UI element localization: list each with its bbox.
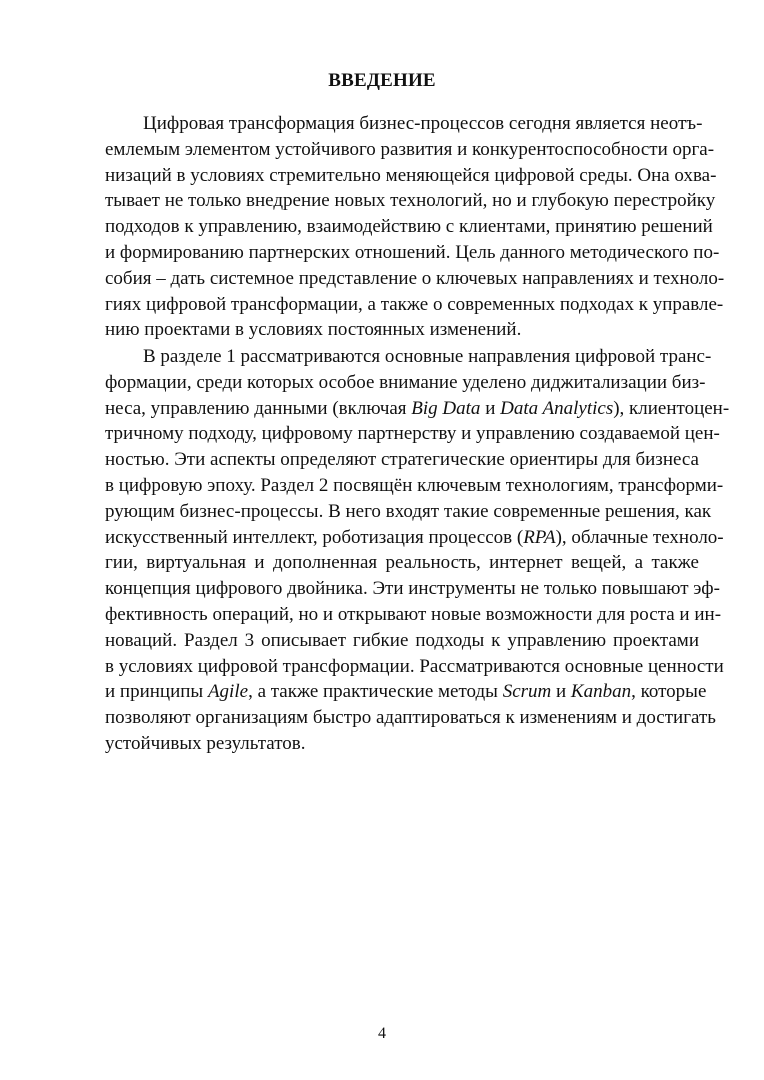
paragraph-2-line: неса, управлению данными (включая Big Data и Data Analytics), клиентоцен- <box>105 397 730 419</box>
paragraph-2-line: В разделе 1 рассматриваются основные направления цифровой транс- <box>143 346 712 367</box>
paragraph-2-line: концепция цифрового двойника. Эти инструменты не только повышают эф- <box>105 578 720 600</box>
section-heading: ВВЕДЕНИЕ <box>328 70 436 91</box>
paragraph-2-line: позволяют организациям быстро адаптироваться к изменениям и достигать <box>105 707 716 729</box>
paragraph-1-line: гиях цифровой трансформации, а также о современных подходах к управле- <box>105 293 724 315</box>
paragraph-2-line: в цифровую эпоху. Раздел 2 посвящён ключевым технологиям, трансформи- <box>105 474 724 496</box>
paragraph-2-line: гии, виртуальная и дополненная реальность, интернет вещей, а также <box>105 552 699 574</box>
paragraph-2-line: искусственный интеллект, роботизация процессов (RPA), облачные техноло- <box>105 526 724 548</box>
page-number: 4 <box>378 1025 386 1042</box>
paragraph-2-line: формации, среди которых особое внимание уделено диджитализации биз- <box>105 371 706 393</box>
paragraph-2-line: фективность операций, но и открывают новые возможности для роста и ин- <box>105 603 722 625</box>
paragraph-2-line: рующим бизнес-процессы. В него входят такие современные решения, как <box>105 500 712 522</box>
paragraph-1-line: нию проектами в условиях постоянных изменений. <box>105 319 522 341</box>
paragraph-1-line: и формированию партнерских отношений. Цель данного методического по- <box>105 241 720 263</box>
paragraph-2-line: и принципы Agile, а также практические методы Scrum и Kanban, которые <box>105 681 707 703</box>
paragraph-1-line: тывает не только внедрение новых технологий, но и глубокую перестройку <box>105 190 716 212</box>
paragraph-1-line: низаций в условиях стремительно меняющейся цифровой среды. Она охва- <box>105 164 717 186</box>
paragraph-2-line: ностью. Эти аспекты определяют стратегические ориентиры для бизнеса <box>105 449 699 471</box>
paragraph-2-line: устойчивых результатов. <box>105 732 306 754</box>
introduction-paragraph-1 <box>105 111 725 343</box>
paragraph-2-line: новаций. Раздел 3 описывает гибкие подходы к управлению проектами <box>105 629 699 651</box>
paragraph-2-line: в условиях цифровой трансформации. Рассматриваются основные ценности <box>105 655 724 677</box>
paragraph-1-line: подходов к управлению, взаимодействию с клиентами, принятию решений <box>105 216 713 238</box>
paragraph-2-line: тричному подходу, цифровому партнерству и управлению создаваемой цен- <box>105 423 720 445</box>
paragraph-1-line: собия – дать системное представление о ключевых направлениях и техноло- <box>105 267 725 289</box>
paragraph-1-line: Цифровая трансформация бизнес-процессов сегодня является неотъ- <box>143 113 703 134</box>
introduction-paragraph-2 <box>105 344 730 757</box>
paragraph-1-line: емлемым элементом устойчивого развития и конкурентоспособности орга- <box>105 138 715 160</box>
